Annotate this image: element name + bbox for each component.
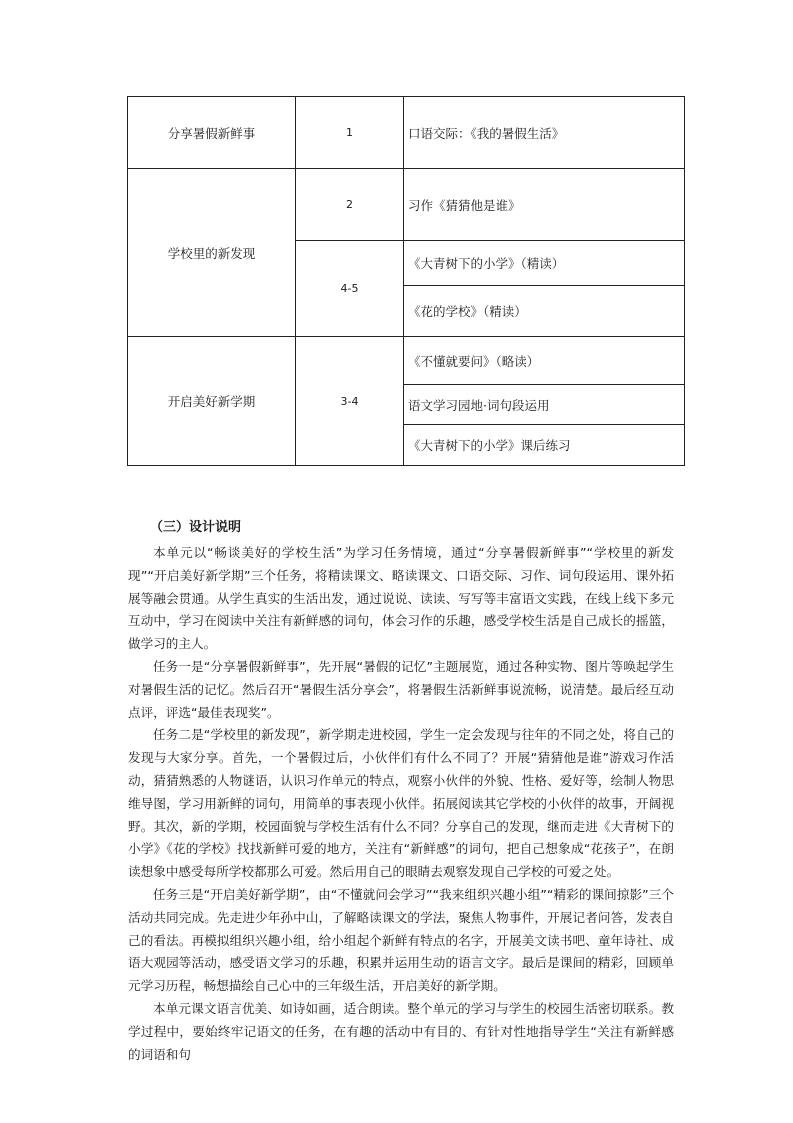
section-heading: （三）设计说明 bbox=[150, 520, 242, 535]
task-cell: 学校里的新发现 bbox=[128, 169, 296, 337]
paragraph: 本单元课文语言优美、如诗如画，适合朗读。整个单元的学习与学生的校园生活密切联系。教学过程中，要始终牢记语文的任务，在有趣的活动中有目的、有针对性地指导学生“关注有新鲜感的词语和句 bbox=[128, 1000, 674, 1062]
content-cell: 《大青树下的小学》（精读） bbox=[404, 241, 685, 286]
table-row bbox=[128, 97, 685, 169]
content-cell: 《大青树下的小学》课后练习 bbox=[404, 425, 685, 466]
content-cell: 《花的学校》（精读） bbox=[404, 286, 685, 337]
content-cell: 习作《猜猜他是谁》 bbox=[404, 169, 685, 241]
lesson-count-cell: 3-4 bbox=[296, 337, 404, 466]
paragraph: 任务三是“开启美好新学期”，由“不懂就问会学习”“我来组织兴趣小组”“精彩的课间掠影”三个活动共同完成。先走进少年孙中山，了解略读课文的学法，聚焦人物事件，开展记者问答，发表自己的看法。再模拟组织兴趣小组，给小组起个新鲜有特点的名字，开展美文读书吧、童年诗社、成语大观园等活动，感受语文学习的乐趣，积累并运用生动的语言文字。最后是课间的精彩，回顾单元学习历程，畅想描绘自己心中的三年级生活，开启美好的新学期。 bbox=[128, 886, 674, 994]
task-cell: 分享暑假新鲜事 bbox=[128, 97, 296, 169]
lesson-count-cell: 1 bbox=[296, 97, 404, 169]
task-cell: 开启美好新学期 bbox=[128, 337, 296, 466]
lesson-count-cell: 4-5 bbox=[296, 241, 404, 337]
table-row bbox=[128, 169, 685, 241]
content-cell: 语文学习园地·词句段运用 bbox=[404, 385, 685, 425]
paragraph: 本单元以“畅谈美好的学校生活”为学习任务情境，通过“分享暑假新鲜事”“学校里的新发现”“开启美好新学期”三个任务，将精读课文、略读课文、口语交际、习作、词句段运用、课外拓展等融会贯通。从学生真实的生活出发，通过说说、读读、写写等丰富语文实践，在线上线下多元互动中，学习在阅读中关注有新鲜感的词句，体会习作的乐趣，感受学校生活是自己成长的摇篮，做学习的主人。 bbox=[128, 545, 674, 652]
paragraph: 任务一是“分享暑假新鲜事”，先开展“暑假的记忆”主题展览，通过各种实物、图片等唤起学生对暑假生活的记忆。然后召开“暑假生活分享会”，将暑假生活新鲜事说流畅，说清楚。最后经互动点评，评选“最佳表现奖”。 bbox=[128, 658, 674, 720]
content-cell: 《不懂就要问》（略读） bbox=[404, 337, 685, 385]
unit-task-table bbox=[127, 96, 685, 466]
design-description bbox=[128, 542, 674, 1066]
lesson-count-cell: 2 bbox=[296, 169, 404, 241]
table-row bbox=[128, 337, 685, 385]
paragraph: 任务二是“学校里的新发现”，新学期走进校园，学生一定会发现与往年的不同之处，将自己的发现与大家分享。首先，一个暑假过后，小伙伴们有什么不同了？开展“猜猜他是谁”游戏习作活动，猜猜熟悉的人物谜语，认识习作单元的特点，观察小伙伴的外貌、性格、爱好等，绘制人物思维导图，学习用新鲜的词句，用简单的事表现小伙伴。拓展阅读其它学校的小伙伴的故事，开阔视野。其次，新的学期，校园面貌与学校生活有什么不同？分享自己的发现，继而走进《大青树下的小学》《花的学校》找找新鲜可爱的地方，关注有“新鲜感”的词句，把自己想象成“花孩子”，在朗读想象中感受每所学校都那么可爱。然后用自己的眼睛去观察发现自己学校的可爱之处。 bbox=[128, 727, 674, 880]
content-cell: 口语交际：《我的暑假生活》 bbox=[404, 97, 685, 169]
